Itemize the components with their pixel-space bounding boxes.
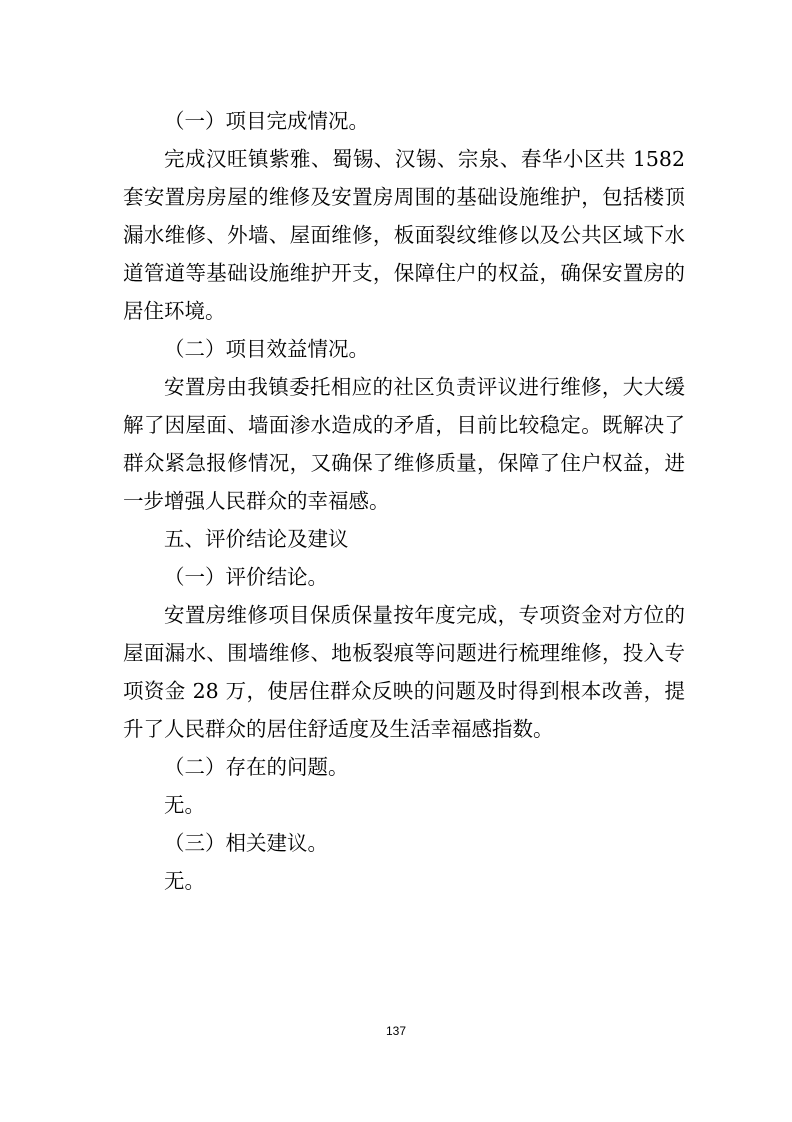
chapter-heading-conclusion: 五、评价结论及建议 xyxy=(164,527,349,551)
paragraph-problems: 无。 xyxy=(164,793,205,817)
paragraph-completion: 完成汉旺镇紫雅、蜀锡、汉锡、宗泉、春华小区共 1582 套安置房房屋的维修及安置房周围的基础设施维护，包括楼顶漏水维修、外墙、屋面维修，板面裂纹维修以及公共区域下水道管道等基础设施维护开支，保障住户的权益，确保安置房的居住环境。 xyxy=(123,147,685,323)
section-heading-suggestions: （三）相关建议。 xyxy=(164,831,328,855)
paragraph-benefit: 安置房由我镇委托相应的社区负责评议进行维修，大大缓解了因屋面、墙面渗水造成的矛盾，目前比较稳定。既解决了群众紧急报修情况，又确保了维修质量，保障了住户权益，进一步增强人民群众的幸福感。 xyxy=(123,375,685,513)
paragraph-suggestions: 无。 xyxy=(164,869,205,893)
paragraph-conclusion: 安置房维修项目保质保量按年度完成，专项资金对方位的屋面漏水、围墙维修、地板裂痕等问题进行梳理维修，投入专项资金 28 万，使居住群众反映的问题及时得到根本改善，提升了人民群众的居住舒适度及生活幸福感指数。 xyxy=(123,603,685,741)
section-heading-problems: （二）存在的问题。 xyxy=(164,755,349,779)
section-heading-benefit: （二）项目效益情况。 xyxy=(164,337,369,361)
document-body xyxy=(123,102,685,900)
page-number: 137 xyxy=(385,1024,407,1038)
section-heading-conclusion: （一）评价结论。 xyxy=(164,565,328,589)
section-heading-completion: （一）项目完成情况。 xyxy=(164,109,369,133)
